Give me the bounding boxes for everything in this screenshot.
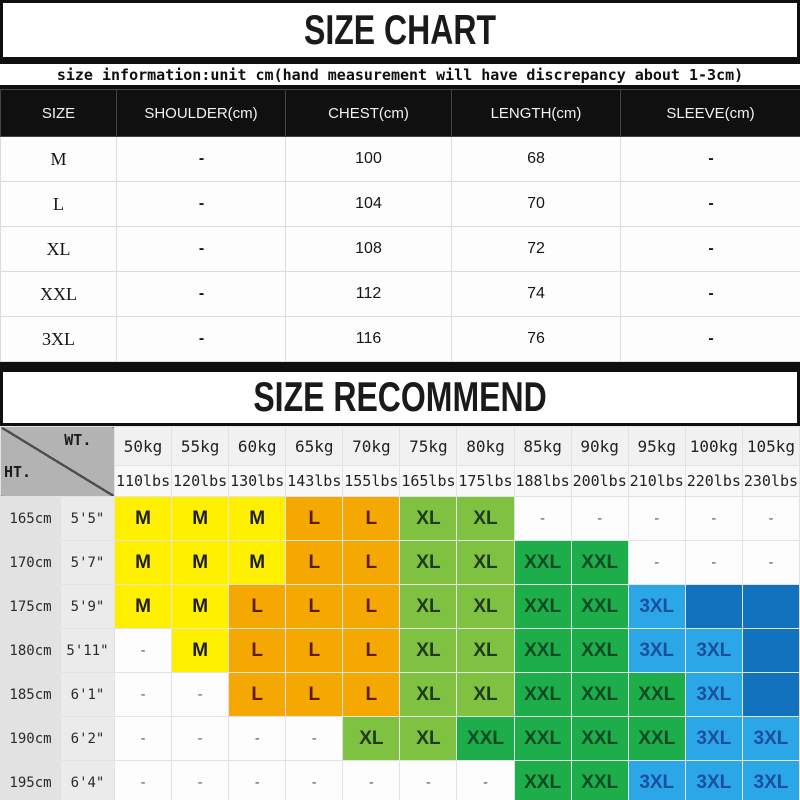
measurement-cell: 100: [286, 137, 452, 182]
measurement-cell: -: [117, 317, 286, 362]
height-weight-corner-cell: [1, 427, 115, 497]
weight-kg-header: 100kg: [685, 427, 742, 466]
recommend-cell: XXL: [514, 541, 571, 585]
recommend-cell: -: [571, 497, 628, 541]
recommend-cell: 3XL: [742, 761, 799, 800]
recommend-cell: XL: [400, 673, 457, 717]
size-chart-header-row: [1, 90, 800, 137]
recommend-cell: XXL: [514, 717, 571, 761]
weight-lbs-header: 200lbs: [571, 466, 628, 497]
recommend-cell: XXL: [571, 717, 628, 761]
height-ft-header: 5'9": [61, 585, 115, 629]
recommend-cell: XXL: [514, 629, 571, 673]
weight-lbs-header: 175lbs: [457, 466, 514, 497]
section-divider: [0, 362, 800, 369]
recommend-cell: XXL: [571, 629, 628, 673]
recommend-cell: L: [286, 673, 343, 717]
recommend-cell: XL: [400, 717, 457, 761]
height-cm-header: 195cm: [1, 761, 61, 800]
size-recommend-body: [1, 497, 800, 800]
column-header: SLEEVE(cm): [621, 90, 800, 137]
recommend-cell: M: [229, 497, 286, 541]
recommend-cell: 3XL: [628, 629, 685, 673]
recommend-cell: XXL: [514, 585, 571, 629]
recommend-cell: L: [343, 497, 400, 541]
measurement-cell: 72: [452, 227, 621, 272]
size-label: L: [1, 182, 117, 227]
recommend-cell: XL: [457, 497, 514, 541]
size-chart-row: [1, 272, 800, 317]
recommend-cell: -: [229, 717, 286, 761]
recommend-cell: -: [115, 629, 172, 673]
recommend-cell: [742, 585, 799, 629]
measurement-cell: 70: [452, 182, 621, 227]
recommend-cell: M: [115, 497, 172, 541]
recommend-cell: M: [172, 629, 229, 673]
recommend-cell: XXL: [571, 541, 628, 585]
height-cm-header: 165cm: [1, 497, 61, 541]
measurement-note: size information:unit cm(hand measurement will have discrepancy about 1-3cm): [0, 60, 800, 89]
recommend-cell: XL: [400, 541, 457, 585]
column-header: LENGTH(cm): [452, 90, 621, 137]
column-header: CHEST(cm): [286, 90, 452, 137]
measurement-cell: -: [621, 317, 800, 362]
height-ft-header: 5'7": [61, 541, 115, 585]
recommend-row: [1, 629, 800, 673]
measurement-cell: -: [117, 227, 286, 272]
recommend-cell: L: [343, 541, 400, 585]
recommend-cell: -: [685, 541, 742, 585]
size-recommend-title-box: [0, 369, 800, 426]
measurement-cell: 104: [286, 182, 452, 227]
recommend-row: [1, 761, 800, 800]
weight-kg-header: 105kg: [742, 427, 799, 466]
recommend-cell: -: [514, 497, 571, 541]
weight-kg-header: 65kg: [286, 427, 343, 466]
height-cm-header: 175cm: [1, 585, 61, 629]
height-cm-header: 180cm: [1, 629, 61, 673]
weight-kg-header: 80kg: [457, 427, 514, 466]
recommend-cell: XL: [343, 717, 400, 761]
recommend-cell: M: [172, 585, 229, 629]
size-chart-body: [1, 137, 800, 362]
recommend-cell: -: [172, 717, 229, 761]
recommend-cell: XXL: [514, 673, 571, 717]
weight-lbs-header: 188lbs: [514, 466, 571, 497]
recommend-row: [1, 541, 800, 585]
size-chart-row: [1, 137, 800, 182]
recommend-cell: L: [343, 673, 400, 717]
weight-lbs-header: 230lbs: [742, 466, 799, 497]
measurement-cell: -: [117, 137, 286, 182]
recommend-row: [1, 717, 800, 761]
weight-lbs-header: 155lbs: [343, 466, 400, 497]
weight-lbs-header: 165lbs: [400, 466, 457, 497]
recommend-cell: XL: [457, 541, 514, 585]
recommend-cell: -: [685, 497, 742, 541]
weight-kg-header: 50kg: [115, 427, 172, 466]
recommend-cell: -: [286, 717, 343, 761]
weight-kg-header: 90kg: [571, 427, 628, 466]
measurement-cell: -: [117, 272, 286, 317]
measurement-cell: -: [621, 272, 800, 317]
weight-lbs-header: 110lbs: [115, 466, 172, 497]
recommend-cell: XL: [457, 629, 514, 673]
size-label: 3XL: [1, 317, 117, 362]
recommend-cell: -: [115, 673, 172, 717]
height-cm-header: 185cm: [1, 673, 61, 717]
weight-kg-header: 95kg: [628, 427, 685, 466]
recommend-cell: [685, 585, 742, 629]
recommend-cell: L: [229, 673, 286, 717]
recommend-cell: M: [115, 585, 172, 629]
recommend-cell: L: [229, 585, 286, 629]
recommend-cell: -: [115, 717, 172, 761]
size-label: XL: [1, 227, 117, 272]
height-cm-header: 190cm: [1, 717, 61, 761]
recommend-cell: 3XL: [685, 761, 742, 800]
recommend-cell: L: [286, 541, 343, 585]
size-chart-row: [1, 317, 800, 362]
weight-lbs-header: 220lbs: [685, 466, 742, 497]
height-ft-header: 6'2": [61, 717, 115, 761]
measurement-cell: -: [621, 137, 800, 182]
measurement-cell: 108: [286, 227, 452, 272]
recommend-cell: -: [115, 761, 172, 800]
recommend-cell: L: [229, 629, 286, 673]
size-chart-row: [1, 182, 800, 227]
height-axis-label: HT.: [4, 462, 32, 481]
measurement-cell: 74: [452, 272, 621, 317]
size-recommend-table: [0, 426, 800, 800]
recommend-cell: 3XL: [685, 673, 742, 717]
measurement-cell: -: [621, 182, 800, 227]
recommend-cell: M: [115, 541, 172, 585]
weight-lbs-header: 143lbs: [286, 466, 343, 497]
measurement-cell: 76: [452, 317, 621, 362]
recommend-cell: M: [172, 541, 229, 585]
recommend-cell: -: [457, 761, 514, 800]
height-cm-header: 170cm: [1, 541, 61, 585]
recommend-cell: L: [343, 585, 400, 629]
measurement-cell: 116: [286, 317, 452, 362]
size-chart-header: [1, 90, 800, 137]
weight-kg-header: 70kg: [343, 427, 400, 466]
recommend-cell: XL: [400, 585, 457, 629]
recommend-cell: L: [286, 585, 343, 629]
size-recommend-title: SIZE RECOMMEND: [253, 373, 547, 421]
recommend-cell: -: [343, 761, 400, 800]
height-ft-header: 6'1": [61, 673, 115, 717]
height-ft-header: 6'4": [61, 761, 115, 800]
recommend-cell: XXL: [628, 673, 685, 717]
recommend-cell: -: [286, 761, 343, 800]
recommend-cell: XXL: [628, 717, 685, 761]
column-header: SIZE: [1, 90, 117, 137]
recommend-cell: -: [172, 673, 229, 717]
size-label: XXL: [1, 272, 117, 317]
recommend-cell: -: [172, 761, 229, 800]
recommend-cell: XL: [457, 673, 514, 717]
recommend-cell: XXL: [457, 717, 514, 761]
size-chart-table: [0, 89, 800, 362]
recommend-row: [1, 497, 800, 541]
size-recommend-header: [1, 427, 800, 497]
recommend-cell: -: [628, 497, 685, 541]
recommend-cell: L: [286, 497, 343, 541]
weight-lbs-header: 210lbs: [628, 466, 685, 497]
measurement-cell: -: [621, 227, 800, 272]
size-label: M: [1, 137, 117, 182]
recommend-cell: XL: [457, 585, 514, 629]
weight-kg-header: 55kg: [172, 427, 229, 466]
recommend-cell: XXL: [571, 585, 628, 629]
weight-kg-header: 60kg: [229, 427, 286, 466]
height-ft-header: 5'5": [61, 497, 115, 541]
weight-kg-header: 75kg: [400, 427, 457, 466]
size-chart-title-box: [0, 0, 800, 60]
recommend-cell: 3XL: [628, 761, 685, 800]
column-header: SHOULDER(cm): [117, 90, 286, 137]
recommend-cell: XXL: [571, 673, 628, 717]
weight-lbs-header: 130lbs: [229, 466, 286, 497]
recommend-cell: XXL: [514, 761, 571, 800]
measurement-cell: 112: [286, 272, 452, 317]
recommend-cell: -: [628, 541, 685, 585]
recommend-cell: M: [229, 541, 286, 585]
recommend-cell: XXL: [571, 761, 628, 800]
measurement-cell: -: [117, 182, 286, 227]
size-chart-title: SIZE CHART: [304, 5, 496, 53]
recommend-cell: M: [172, 497, 229, 541]
weights-kg-row: [1, 427, 800, 466]
recommend-cell: 3XL: [685, 717, 742, 761]
recommend-cell: -: [742, 541, 799, 585]
size-chart-row: [1, 227, 800, 272]
recommend-cell: -: [229, 761, 286, 800]
recommend-cell: XL: [400, 497, 457, 541]
recommend-cell: [742, 629, 799, 673]
recommend-cell: 3XL: [742, 717, 799, 761]
recommend-row: [1, 673, 800, 717]
weight-axis-label: WT.: [64, 431, 92, 449]
weight-kg-header: 85kg: [514, 427, 571, 466]
recommend-row: [1, 585, 800, 629]
weights-lbs-row: [1, 466, 800, 497]
recommend-cell: L: [286, 629, 343, 673]
measurement-cell: 68: [452, 137, 621, 182]
recommend-cell: XL: [400, 629, 457, 673]
recommend-cell: -: [400, 761, 457, 800]
recommend-cell: 3XL: [685, 629, 742, 673]
weight-lbs-header: 120lbs: [172, 466, 229, 497]
recommend-cell: L: [343, 629, 400, 673]
recommend-cell: -: [742, 497, 799, 541]
height-ft-header: 5'11": [61, 629, 115, 673]
recommend-cell: 3XL: [628, 585, 685, 629]
recommend-cell: [742, 673, 799, 717]
